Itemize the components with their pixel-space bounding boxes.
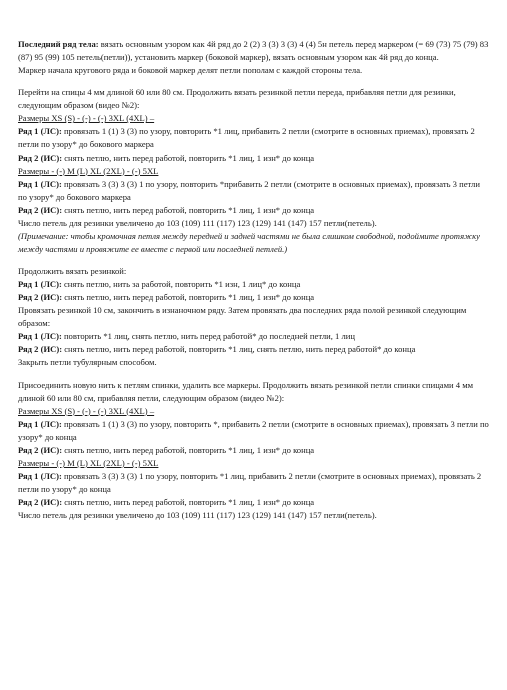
row-text: снять петлю, нить перед работой, повторить *1 лиц, 1 изн* до конца — [62, 152, 315, 163]
row-label: Ряд 1 (ЛС): — [18, 279, 62, 290]
row-text: снять петлю, нить перед работой, повторить *1 лиц, 1 изн* до конца — [62, 444, 315, 455]
back-size-group-a: Размеры XS (S) - (-) - (-) 3XL (4XL) – — [18, 405, 155, 416]
back-b-row2 — [18, 496, 489, 509]
back-a-row2 — [18, 444, 489, 457]
row-label: Ряд 2 (ИС): — [18, 152, 63, 163]
row-label: Ряд 2 (ИС): — [18, 344, 63, 355]
last-body-row-paragraph — [18, 38, 489, 64]
row-text: повторить *1 лиц, снять петлю, нить перед работой* до последней петли, 1 лиц — [61, 331, 355, 342]
row-text: снять петлю, нить перед работой, повторить *1 лиц, 1 изн* до конца — [62, 497, 315, 508]
row-text: снять петлю, нить перед работой, повторить *1 лиц, 1 изн* до конца — [62, 204, 315, 215]
tubular-row1 — [18, 330, 489, 343]
back-stitch-count: Число петель для резинки увеличено до 103 (109) 111 (117) 123 (129) 141 (147) 157 петли(петель). — [18, 510, 377, 521]
back-a-row1 — [18, 418, 489, 444]
front-a-row2 — [18, 152, 489, 165]
back-ribbing-intro: Присоединить новую нить к петлям спинки, удалить все маркеры. Продолжить вязать резинкой петли спинки спицами 4 мм длиной 60 или 80 см, прибавляя петли, следующим образом (видео №2): — [18, 379, 474, 403]
front-stitch-count: Число петель для резинки увеличено до 103 (109) 111 (117) 123 (129) 141 (147) 157 петли(петель). — [18, 217, 377, 228]
row-label: Ряд 1 (ЛС): — [18, 470, 62, 481]
front-size-group-a: Размеры XS (S) - (-) - (-) 3XL (4XL) – — [18, 113, 155, 124]
ribbing-row2 — [18, 291, 489, 304]
ribbing-continue-intro: Продолжить вязать резинкой: — [18, 266, 127, 276]
row-text: провязать 1 (1) 3 (3) по узору, повторить *, прибавить 2 петли (смотрите в основных приемах), провязать 3 петли по узору* до конца — [18, 418, 489, 442]
tubular-row2 — [18, 343, 489, 356]
front-ribbing-intro: Перейти на спицы 4 мм длиной 60 или 80 см. Продолжить вязать резинкой петли переда, прибавляя петли для резинки, следующим образом (видео №2): — [18, 87, 456, 111]
row-text: провязать 3 (3) 3 (3) 1 по узору, повторить *1 лиц, прибавить 2 петли (смотрите в основных приемах), провязать 2 петли по узору* до конца — [18, 470, 482, 494]
back-b-row1 — [18, 470, 489, 496]
row-label: Ряд 2 (ИС): — [18, 497, 63, 508]
bind-off-text: Закрыть петли тубулярным способом. — [18, 357, 157, 368]
row-label: Ряд 1 (ЛС): — [18, 126, 62, 137]
last-body-row-heading: Последний ряд тела: — [18, 39, 99, 49]
row-label: Ряд 1 (ЛС): — [18, 178, 62, 189]
ribbing-length-text: Провязать резинкой 10 см, закончить в изнаночном ряду. Затем провязать два последних ряда полой резинкой следующим образом: — [18, 305, 467, 329]
last-body-row-text: вязать основным узором как 4й ряд до 2 (2) 3 (3) 3 (3) 4 (4) 5н петель перед маркером (= 69 (73) 75 (79) 83 (87) 95 (99) 105 петель(петли)), установить маркер (боковой маркер), вязать основным узором как 4й ряд до конца. — [18, 39, 489, 63]
ribbing-row1 — [18, 278, 489, 291]
row-text: снять петлю, нить перед работой, повторить *1 лиц, снять петлю, нить перед работой* до конца — [62, 344, 416, 355]
row-text: снять петлю, нить перед работой, повторить *1 лиц, 1 изн* до конца — [62, 292, 315, 303]
front-size-group-b: Размеры - (-) M (L) XL (2XL) - (-) 5XL — [18, 165, 159, 176]
row-text: снять петлю, нить за работой, повторить *1 изн, 1 лиц* до конца — [61, 279, 301, 290]
row-label: Ряд 1 (ЛС): — [18, 331, 62, 342]
row-label: Ряд 2 (ИС): — [18, 292, 63, 303]
row-text: провязать 1 (1) 3 (3) по узору, повторить *1 лиц, прибавить 2 петли (смотрите в основных приемах), провязать 2 петли по узору* до бокового маркера — [18, 126, 475, 150]
marker-note: Маркер начала кругового ряда и боковой маркер делят петли пополам с каждой стороны тела. — [18, 65, 363, 76]
row-label: Ряд 1 (ЛС): — [18, 418, 62, 429]
front-b-row2 — [18, 204, 489, 217]
row-label: Ряд 2 (ИС): — [18, 444, 63, 455]
front-b-row1 — [18, 178, 489, 204]
front-note: (Примечание: чтобы кромочная петля между передней и задней частями не была слишком свободной, подоймите протяжку между частями и провяжите ее вместе с первой или последней петлей.) — [18, 230, 480, 254]
row-text: провязать 3 (3) 3 (3) 1 по узору, повторить *прибавить 2 петли (смотрите в основных приемах), провязать 3 петли по узору* до бокового маркера — [18, 178, 480, 202]
row-label: Ряд 2 (ИС): — [18, 204, 63, 215]
front-a-row1 — [18, 125, 489, 151]
back-size-group-b: Размеры - (-) M (L) XL (2XL) - (-) 5XL — [18, 457, 159, 468]
